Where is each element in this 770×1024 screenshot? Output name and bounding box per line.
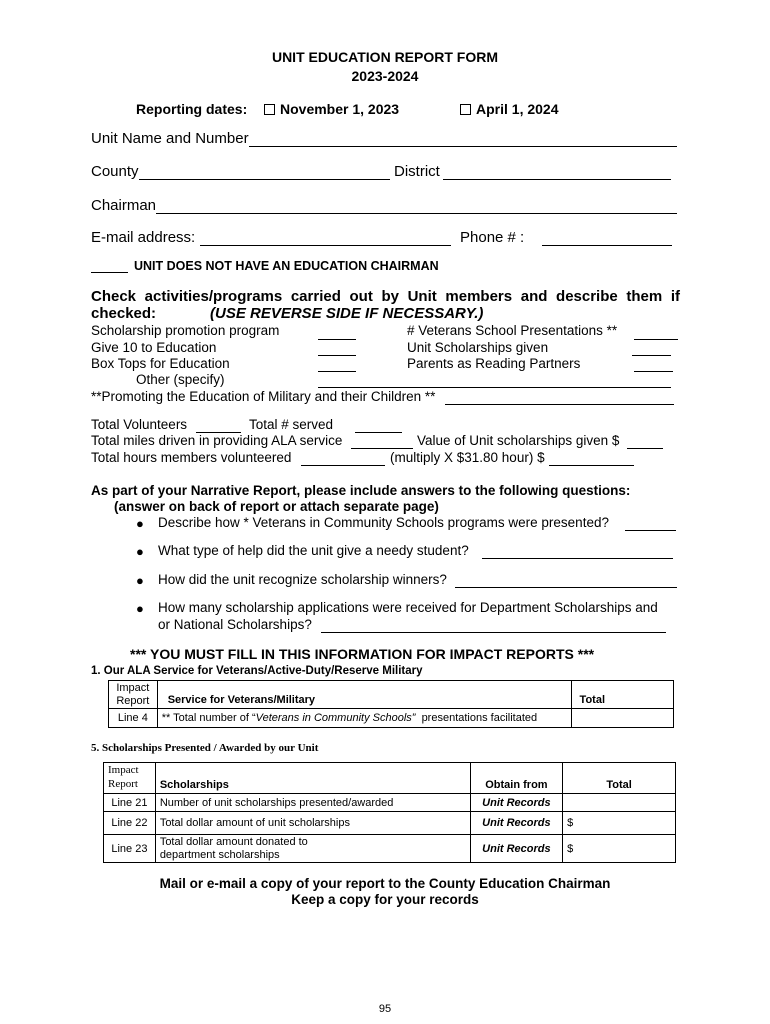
total-volunteers-label: Total Volunteers — [91, 417, 188, 432]
narrative-heading: As part of your Narrative Report, please include answers to the following questions: — [91, 483, 631, 498]
total-hours-label: Total hours members volunteered — [91, 450, 292, 465]
phone-label: Phone # : — [460, 229, 525, 246]
question-applications-cont: or National Scholarships? — [158, 617, 312, 632]
table2-line-22: Line 22 — [104, 812, 156, 835]
no-chairman-check-line[interactable] — [91, 272, 128, 273]
table2-row23-obtain: Unit Records — [470, 835, 562, 863]
chairman-field[interactable] — [156, 213, 677, 214]
table2-scholarships-header: Scholarships — [155, 763, 470, 794]
district-label: District — [394, 163, 440, 180]
question-applications-field[interactable] — [321, 632, 666, 633]
table2-row22-desc: Total dollar amount of unit scholarships — [155, 812, 470, 835]
promoting-education-field[interactable] — [445, 404, 674, 405]
total-served-field[interactable] — [355, 432, 402, 433]
date-apr-label: April 1, 2024 — [476, 101, 559, 117]
scholarships-table — [103, 762, 676, 863]
table1-row-desc-ital: Veterans in Community Schools” — [255, 712, 416, 724]
unit-name-field[interactable] — [249, 146, 677, 147]
form-title: UNIT EDUCATION REPORT FORM — [271, 49, 499, 65]
total-served-label: Total # served — [249, 417, 334, 432]
activity-parents-reading-field[interactable] — [634, 371, 673, 372]
form-year: 2023-2024 — [351, 68, 419, 84]
email-field[interactable] — [200, 245, 451, 246]
table1-impact-header — [109, 681, 158, 709]
multiply-field[interactable] — [549, 465, 634, 466]
other-specify-field[interactable] — [318, 387, 671, 388]
table2-row23-total[interactable]: $ — [563, 835, 676, 863]
activity-scholarship-promotion: Scholarship promotion program — [91, 323, 280, 338]
date-option-apr[interactable] — [460, 101, 559, 117]
table1-row-desc-post: presentations facilitated — [421, 712, 538, 724]
question-applications: How many scholarship applications were received for Department Scholarships and — [158, 600, 658, 615]
table2-row22-obtain: Unit Records — [470, 812, 562, 835]
table1-total-cell[interactable] — [571, 709, 673, 728]
phone-field[interactable] — [542, 245, 672, 246]
table2-title: 5. Scholarships Presented / Awarded by our Unit — [91, 742, 319, 754]
table1-total-header: Total — [571, 681, 673, 709]
question-recognize-winners: How did the unit recognize scholarship winners? — [158, 572, 447, 587]
question-needy-student-field[interactable] — [482, 558, 673, 559]
scholarship-value-label: Value of Unit scholarships given $ — [417, 433, 620, 448]
table-row — [104, 812, 676, 835]
reporting-dates-label: Reporting dates: — [136, 101, 248, 117]
table1-row-desc-pre: ** Total number of “ — [161, 712, 256, 724]
impact-banner: *** YOU MUST FILL IN THIS INFORMATION FOR IMPACT REPORTS *** — [130, 646, 595, 662]
activity-give-10-field[interactable] — [318, 355, 356, 356]
promoting-education-label: **Promoting the Education of Military and their Children ** — [91, 389, 436, 404]
total-miles-field[interactable] — [351, 448, 413, 449]
activities-heading-reverse: (USE REVERSE SIDE IF NECESSARY.) — [210, 305, 484, 322]
activity-unit-scholarships-field[interactable] — [632, 355, 671, 356]
activity-box-tops: Box Tops for Education — [91, 356, 230, 371]
service-table — [108, 680, 674, 728]
table2-row23-desc-1: Total dollar amount donated to — [159, 835, 308, 848]
chairman-label: Chairman — [91, 197, 157, 214]
table1-row-desc — [157, 709, 571, 728]
table2-row21-total[interactable] — [563, 794, 676, 812]
table2-row23-desc-2: department scholarships — [159, 848, 280, 861]
table1-impact-header-2: Report — [116, 694, 150, 707]
table2-row23-desc — [155, 835, 470, 863]
table2-obtain-header: Obtain from — [470, 763, 562, 794]
checkbox-apr[interactable] — [460, 104, 471, 115]
date-nov-label: November 1, 2023 — [280, 101, 400, 117]
activity-veterans-presentations-field[interactable] — [634, 339, 678, 340]
activity-give-10: Give 10 to Education — [91, 340, 217, 355]
table1-line-4: Line 4 — [109, 709, 158, 728]
question-needy-student: What type of help did the unit give a needy student? — [158, 543, 469, 558]
email-label: E-mail address: — [91, 229, 196, 246]
table2-impact-header — [104, 763, 156, 794]
question-recognize-winners-field[interactable] — [455, 587, 677, 588]
table1-service-header: Service for Veterans/Military — [157, 681, 571, 709]
table1-title: 1. Our ALA Service for Veterans/Active-Duty/Reserve Military — [91, 665, 423, 677]
other-specify-label: Other (specify) — [136, 372, 225, 387]
table2-row22-total[interactable]: $ — [563, 812, 676, 835]
table2-impact-header-1: Impact — [108, 764, 139, 776]
bullet-icon: ● — [136, 544, 144, 559]
table2-impact-header-2: Report — [108, 778, 138, 790]
narrative-subheading: (answer on back of report or attach separate page) — [114, 499, 439, 514]
activity-veterans-presentations: # Veterans School Presentations ** — [407, 323, 618, 338]
total-miles-label: Total miles driven in providing ALA service — [91, 433, 343, 448]
bullet-icon: ● — [136, 573, 144, 588]
bullet-icon: ● — [136, 516, 144, 531]
activities-heading: Check activities/programs carried out by Unit members and describe them if — [91, 288, 680, 305]
scholarship-value-field[interactable] — [627, 448, 663, 449]
checkbox-nov[interactable] — [264, 104, 275, 115]
activity-unit-scholarships: Unit Scholarships given — [407, 340, 549, 355]
table2-line-21: Line 21 — [104, 794, 156, 812]
question-veterans-schools: Describe how * Veterans in Community Schools programs were presented? — [158, 515, 609, 530]
table2-row21-obtain: Unit Records — [470, 794, 562, 812]
bullet-icon: ● — [136, 601, 144, 616]
unit-name-label: Unit Name and Number — [91, 130, 249, 147]
keep-copy-instruction: Keep a copy for your records — [291, 892, 479, 907]
table1-impact-header-1: Impact — [116, 681, 150, 694]
no-chairman-label: UNIT DOES NOT HAVE AN EDUCATION CHAIRMAN — [134, 259, 439, 273]
activity-scholarship-promotion-field[interactable] — [318, 339, 356, 340]
question-veterans-schools-field[interactable] — [625, 530, 676, 531]
table2-total-header: Total — [563, 763, 676, 794]
mail-instruction: Mail or e-mail a copy of your report to the County Education Chairman — [159, 876, 611, 891]
table2-line-23: Line 23 — [104, 835, 156, 863]
date-option-nov[interactable] — [264, 101, 399, 117]
county-field[interactable] — [139, 179, 390, 180]
page-number: 95 — [378, 1003, 392, 1015]
total-hours-field[interactable] — [301, 465, 385, 466]
table-row — [104, 794, 676, 812]
district-field[interactable] — [443, 179, 671, 180]
table-row — [104, 835, 676, 863]
activity-box-tops-field[interactable] — [318, 371, 356, 372]
table2-row21-desc: Number of unit scholarships presented/awarded — [155, 794, 470, 812]
activity-parents-reading: Parents as Reading Partners — [407, 356, 581, 371]
county-label: County — [91, 163, 139, 180]
activities-heading-checked: checked: — [91, 305, 157, 322]
multiply-label: (multiply X $31.80 hour) $ — [390, 450, 545, 465]
